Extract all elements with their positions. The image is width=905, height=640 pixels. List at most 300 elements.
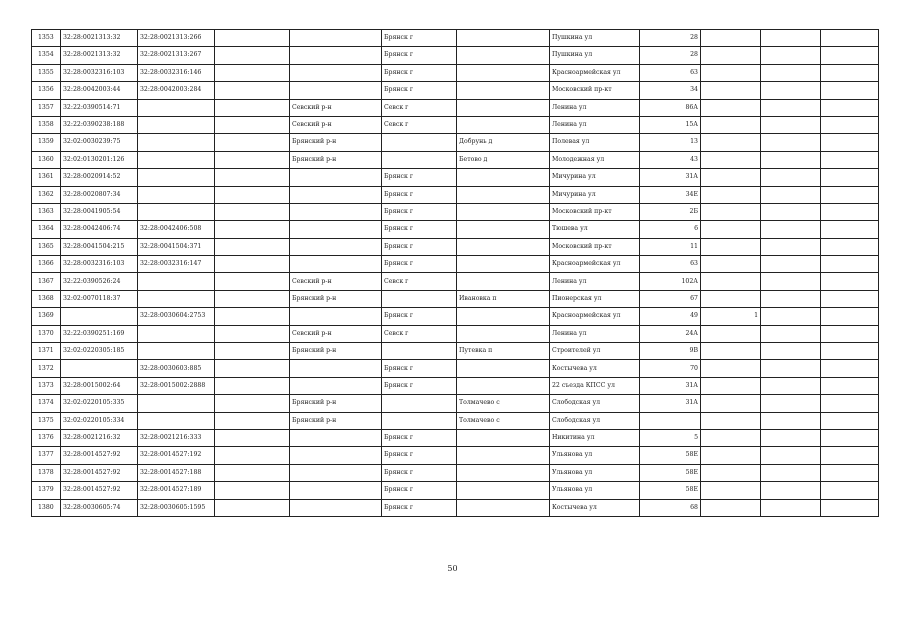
cell-house-number: 24А bbox=[640, 325, 701, 342]
cell-extra-2 bbox=[821, 186, 879, 203]
cell-house-number: 31А bbox=[640, 395, 701, 412]
cell-city bbox=[382, 290, 457, 307]
cell-building bbox=[701, 360, 761, 377]
cell-street: Слободская ул bbox=[550, 412, 640, 429]
cell-settlement bbox=[457, 273, 550, 290]
cell-row-number: 1376 bbox=[32, 429, 61, 446]
cell-row-number: 1370 bbox=[32, 325, 61, 342]
table-row bbox=[32, 30, 879, 47]
cell-building-cadastral-number bbox=[138, 290, 215, 307]
cell-row-number: 1361 bbox=[32, 169, 61, 186]
cell-city: Брянск г bbox=[382, 377, 457, 394]
cell-empty-col bbox=[215, 151, 290, 168]
cell-empty-col bbox=[215, 325, 290, 342]
cell-settlement bbox=[457, 429, 550, 446]
cell-house-number: 11 bbox=[640, 238, 701, 255]
cell-cadastral-number: 32:02:0220105:334 bbox=[61, 412, 138, 429]
cell-district bbox=[290, 499, 382, 516]
cell-row-number: 1354 bbox=[32, 47, 61, 64]
cell-street: Строителей ул bbox=[550, 343, 640, 360]
cell-city bbox=[382, 412, 457, 429]
cell-street: Молодежная ул bbox=[550, 151, 640, 168]
cell-building bbox=[701, 134, 761, 151]
cell-settlement bbox=[457, 482, 550, 499]
cell-cadastral-number: 32:02:0220105:335 bbox=[61, 395, 138, 412]
cell-building bbox=[701, 290, 761, 307]
cell-house-number: 68 bbox=[640, 499, 701, 516]
cell-city: Брянск г bbox=[382, 429, 457, 446]
cell-building-cadastral-number: 32:28:0014527:189 bbox=[138, 482, 215, 499]
cell-city: Брянск г bbox=[382, 256, 457, 273]
cell-extra-2 bbox=[821, 464, 879, 481]
cell-cadastral-number: 32:28:0021216:32 bbox=[61, 429, 138, 446]
cell-cadastral-number: 32:28:0021313:32 bbox=[61, 30, 138, 47]
cell-extra-2 bbox=[821, 325, 879, 342]
cell-district: Брянский р-н bbox=[290, 134, 382, 151]
cell-extra-1 bbox=[761, 308, 821, 325]
table-row bbox=[32, 377, 879, 394]
cell-extra-1 bbox=[761, 221, 821, 238]
cell-extra-1 bbox=[761, 203, 821, 220]
cell-street: Никитина ул bbox=[550, 429, 640, 446]
cell-cadastral-number: 32:02:0030239:75 bbox=[61, 134, 138, 151]
cell-city: Брянск г bbox=[382, 82, 457, 99]
cell-city: Брянск г bbox=[382, 169, 457, 186]
cell-extra-2 bbox=[821, 447, 879, 464]
cell-extra-2 bbox=[821, 116, 879, 133]
cell-building-cadastral-number: 32:28:0021313:266 bbox=[138, 30, 215, 47]
cell-settlement bbox=[457, 308, 550, 325]
cell-house-number: 34Е bbox=[640, 186, 701, 203]
cell-extra-1 bbox=[761, 169, 821, 186]
cell-building bbox=[701, 395, 761, 412]
cell-row-number: 1358 bbox=[32, 116, 61, 133]
cell-building-cadastral-number bbox=[138, 151, 215, 168]
cell-extra-2 bbox=[821, 47, 879, 64]
cell-district: Севский р-н bbox=[290, 325, 382, 342]
cell-extra-2 bbox=[821, 64, 879, 81]
cell-extra-1 bbox=[761, 99, 821, 116]
cell-extra-1 bbox=[761, 343, 821, 360]
cell-cadastral-number: 32:28:0032316:103 bbox=[61, 256, 138, 273]
table-row bbox=[32, 134, 879, 151]
cell-row-number: 1362 bbox=[32, 186, 61, 203]
table-row bbox=[32, 290, 879, 307]
cell-extra-1 bbox=[761, 186, 821, 203]
cell-extra-2 bbox=[821, 429, 879, 446]
cell-extra-2 bbox=[821, 308, 879, 325]
cell-building-cadastral-number: 32:28:0014527:192 bbox=[138, 447, 215, 464]
cell-building-cadastral-number bbox=[138, 203, 215, 220]
cell-house-number: 34 bbox=[640, 82, 701, 99]
cell-house-number: 5 bbox=[640, 429, 701, 446]
cell-street: Полевая ул bbox=[550, 134, 640, 151]
table-body bbox=[32, 30, 879, 517]
cell-row-number: 1372 bbox=[32, 360, 61, 377]
cell-row-number: 1363 bbox=[32, 203, 61, 220]
cell-street: Пионерская ул bbox=[550, 290, 640, 307]
table-row bbox=[32, 99, 879, 116]
cell-settlement: Толмачево с bbox=[457, 412, 550, 429]
cell-row-number: 1374 bbox=[32, 395, 61, 412]
cell-settlement bbox=[457, 30, 550, 47]
cell-house-number bbox=[640, 412, 701, 429]
cell-settlement bbox=[457, 116, 550, 133]
cell-house-number: 86А bbox=[640, 99, 701, 116]
cell-settlement bbox=[457, 360, 550, 377]
cell-extra-1 bbox=[761, 151, 821, 168]
cell-city: Брянск г bbox=[382, 482, 457, 499]
cell-house-number: 58Е bbox=[640, 482, 701, 499]
cell-cadastral-number: 32:28:0014527:92 bbox=[61, 447, 138, 464]
cell-empty-col bbox=[215, 256, 290, 273]
cell-building-cadastral-number: 32:28:0015002:2888 bbox=[138, 377, 215, 394]
cell-empty-col bbox=[215, 169, 290, 186]
cell-building bbox=[701, 82, 761, 99]
cell-street: Ульянова ул bbox=[550, 464, 640, 481]
cell-building-cadastral-number bbox=[138, 186, 215, 203]
cell-settlement bbox=[457, 203, 550, 220]
page-number: 50 bbox=[447, 564, 458, 573]
cell-building bbox=[701, 47, 761, 64]
cell-street: Ленина ул bbox=[550, 99, 640, 116]
cell-row-number: 1355 bbox=[32, 64, 61, 81]
table-row bbox=[32, 412, 879, 429]
cell-building-cadastral-number: 32:28:0021313:267 bbox=[138, 47, 215, 64]
cell-row-number: 1367 bbox=[32, 273, 61, 290]
cell-cadastral-number: 32:02:0130201:126 bbox=[61, 151, 138, 168]
cell-street: Красноармейская ул bbox=[550, 308, 640, 325]
cell-extra-1 bbox=[761, 273, 821, 290]
cell-house-number: 67 bbox=[640, 290, 701, 307]
cell-building bbox=[701, 116, 761, 133]
cell-empty-col bbox=[215, 429, 290, 446]
cell-building-cadastral-number: 32:28:0041504:371 bbox=[138, 238, 215, 255]
cell-district bbox=[290, 238, 382, 255]
cell-empty-col bbox=[215, 447, 290, 464]
cell-building bbox=[701, 238, 761, 255]
cell-extra-2 bbox=[821, 30, 879, 47]
cell-settlement bbox=[457, 186, 550, 203]
cell-building-cadastral-number bbox=[138, 99, 215, 116]
cell-empty-col bbox=[215, 82, 290, 99]
cell-settlement bbox=[457, 377, 550, 394]
cell-extra-1 bbox=[761, 82, 821, 99]
cell-building-cadastral-number: 32:28:0030603:885 bbox=[138, 360, 215, 377]
table-row bbox=[32, 151, 879, 168]
cell-street: Красноармейская ул bbox=[550, 256, 640, 273]
cell-city: Севск г bbox=[382, 99, 457, 116]
cell-building bbox=[701, 186, 761, 203]
cell-building bbox=[701, 377, 761, 394]
cell-cadastral-number bbox=[61, 360, 138, 377]
cell-cadastral-number: 32:22:0390514:71 bbox=[61, 99, 138, 116]
cell-row-number: 1366 bbox=[32, 256, 61, 273]
cell-district bbox=[290, 360, 382, 377]
cell-empty-col bbox=[215, 47, 290, 64]
cell-building-cadastral-number bbox=[138, 169, 215, 186]
cell-building-cadastral-number: 32:28:0014527:188 bbox=[138, 464, 215, 481]
table-row bbox=[32, 482, 879, 499]
cell-city bbox=[382, 395, 457, 412]
cell-empty-col bbox=[215, 412, 290, 429]
table-row bbox=[32, 343, 879, 360]
cell-extra-2 bbox=[821, 343, 879, 360]
cell-empty-col bbox=[215, 360, 290, 377]
cell-building bbox=[701, 482, 761, 499]
cell-building-cadastral-number bbox=[138, 325, 215, 342]
cell-building bbox=[701, 99, 761, 116]
cell-settlement bbox=[457, 64, 550, 81]
cell-extra-1 bbox=[761, 464, 821, 481]
cell-city: Севск г bbox=[382, 325, 457, 342]
cell-building bbox=[701, 30, 761, 47]
cell-empty-col bbox=[215, 99, 290, 116]
cell-city bbox=[382, 134, 457, 151]
cell-district bbox=[290, 221, 382, 238]
cell-street: Тюшева ул bbox=[550, 221, 640, 238]
cell-empty-col bbox=[215, 221, 290, 238]
cell-empty-col bbox=[215, 395, 290, 412]
cell-cadastral-number: 32:02:0070118:37 bbox=[61, 290, 138, 307]
cell-district bbox=[290, 47, 382, 64]
cell-district bbox=[290, 169, 382, 186]
table-row bbox=[32, 116, 879, 133]
cell-building bbox=[701, 412, 761, 429]
cell-city: Брянск г bbox=[382, 499, 457, 516]
cell-street: Мичурина ул bbox=[550, 186, 640, 203]
cell-house-number: 6 bbox=[640, 221, 701, 238]
cell-city: Брянск г bbox=[382, 203, 457, 220]
cell-building-cadastral-number bbox=[138, 412, 215, 429]
cell-building: 1 bbox=[701, 308, 761, 325]
cell-district: Брянский р-н bbox=[290, 151, 382, 168]
cell-district bbox=[290, 186, 382, 203]
table-row bbox=[32, 256, 879, 273]
cell-house-number: 15А bbox=[640, 116, 701, 133]
cell-cadastral-number: 32:28:0032316:103 bbox=[61, 64, 138, 81]
table-row bbox=[32, 47, 879, 64]
cell-street: Ульянова ул bbox=[550, 447, 640, 464]
cell-city: Брянск г bbox=[382, 238, 457, 255]
cell-settlement bbox=[457, 82, 550, 99]
cell-building-cadastral-number bbox=[138, 343, 215, 360]
cell-empty-col bbox=[215, 30, 290, 47]
cell-row-number: 1377 bbox=[32, 447, 61, 464]
cell-building-cadastral-number: 32:28:0021216:333 bbox=[138, 429, 215, 446]
cell-cadastral-number: 32:28:0041905:54 bbox=[61, 203, 138, 220]
cell-city: Брянск г bbox=[382, 221, 457, 238]
cell-building-cadastral-number bbox=[138, 273, 215, 290]
cell-house-number: 28 bbox=[640, 30, 701, 47]
table-row bbox=[32, 169, 879, 186]
cell-extra-2 bbox=[821, 82, 879, 99]
cell-district bbox=[290, 308, 382, 325]
cell-building-cadastral-number: 32:28:0042406:508 bbox=[138, 221, 215, 238]
cell-extra-2 bbox=[821, 203, 879, 220]
cell-building bbox=[701, 464, 761, 481]
table-row bbox=[32, 325, 879, 342]
cell-cadastral-number: 32:28:0015002:64 bbox=[61, 377, 138, 394]
cell-extra-1 bbox=[761, 499, 821, 516]
cell-house-number: 31А bbox=[640, 169, 701, 186]
cell-building bbox=[701, 273, 761, 290]
cell-extra-2 bbox=[821, 169, 879, 186]
cell-city: Брянск г bbox=[382, 308, 457, 325]
cell-district: Севский р-н bbox=[290, 273, 382, 290]
cell-street: Пушкина ул bbox=[550, 30, 640, 47]
cell-district: Брянский р-н bbox=[290, 395, 382, 412]
cell-extra-2 bbox=[821, 99, 879, 116]
cell-extra-1 bbox=[761, 290, 821, 307]
cell-extra-2 bbox=[821, 256, 879, 273]
cell-cadastral-number bbox=[61, 308, 138, 325]
cell-extra-1 bbox=[761, 395, 821, 412]
cell-cadastral-number: 32:28:0020914:52 bbox=[61, 169, 138, 186]
cell-extra-1 bbox=[761, 116, 821, 133]
cell-cadastral-number: 32:28:0021313:32 bbox=[61, 47, 138, 64]
cell-district: Брянский р-н bbox=[290, 412, 382, 429]
cell-district bbox=[290, 64, 382, 81]
cell-settlement: Ивановка п bbox=[457, 290, 550, 307]
cell-building bbox=[701, 256, 761, 273]
cell-building-cadastral-number: 32:28:0032316:147 bbox=[138, 256, 215, 273]
cell-extra-1 bbox=[761, 360, 821, 377]
cell-building-cadastral-number: 32:28:0030604:2753 bbox=[138, 308, 215, 325]
cell-extra-2 bbox=[821, 221, 879, 238]
cell-district bbox=[290, 429, 382, 446]
cell-street: Слободская ул bbox=[550, 395, 640, 412]
cell-city: Брянск г bbox=[382, 360, 457, 377]
cell-row-number: 1380 bbox=[32, 499, 61, 516]
cell-empty-col bbox=[215, 482, 290, 499]
cell-building bbox=[701, 499, 761, 516]
cell-building-cadastral-number bbox=[138, 395, 215, 412]
cell-extra-1 bbox=[761, 64, 821, 81]
cell-settlement bbox=[457, 464, 550, 481]
cell-district bbox=[290, 377, 382, 394]
cell-extra-2 bbox=[821, 273, 879, 290]
cell-settlement bbox=[457, 499, 550, 516]
cell-city bbox=[382, 151, 457, 168]
cell-settlement bbox=[457, 169, 550, 186]
cell-building bbox=[701, 169, 761, 186]
cell-district: Брянский р-н bbox=[290, 343, 382, 360]
cell-extra-1 bbox=[761, 447, 821, 464]
cell-extra-2 bbox=[821, 238, 879, 255]
cell-cadastral-number: 32:28:0041504:215 bbox=[61, 238, 138, 255]
cell-city: Брянск г bbox=[382, 47, 457, 64]
cell-row-number: 1353 bbox=[32, 30, 61, 47]
cell-empty-col bbox=[215, 238, 290, 255]
cell-building bbox=[701, 325, 761, 342]
cell-district bbox=[290, 482, 382, 499]
cell-street: Ульянова ул bbox=[550, 482, 640, 499]
cell-building bbox=[701, 343, 761, 360]
cell-cadastral-number: 32:28:0020807:34 bbox=[61, 186, 138, 203]
cell-cadastral-number: 32:28:0042003:44 bbox=[61, 82, 138, 99]
cell-district bbox=[290, 30, 382, 47]
cell-building bbox=[701, 203, 761, 220]
cell-building bbox=[701, 429, 761, 446]
cell-extra-1 bbox=[761, 134, 821, 151]
cell-cadastral-number: 32:28:0014527:92 bbox=[61, 482, 138, 499]
cell-house-number: 49 bbox=[640, 308, 701, 325]
cell-settlement bbox=[457, 256, 550, 273]
cell-district: Брянский р-н bbox=[290, 290, 382, 307]
cell-settlement: Бетово д bbox=[457, 151, 550, 168]
cell-extra-2 bbox=[821, 482, 879, 499]
cell-house-number: 58Е bbox=[640, 447, 701, 464]
table-row bbox=[32, 308, 879, 325]
cell-empty-col bbox=[215, 64, 290, 81]
cell-extra-1 bbox=[761, 412, 821, 429]
cell-extra-2 bbox=[821, 499, 879, 516]
cell-settlement bbox=[457, 447, 550, 464]
cell-house-number: 58Е bbox=[640, 464, 701, 481]
cell-street: Московский пр-кт bbox=[550, 82, 640, 99]
cell-district bbox=[290, 464, 382, 481]
cell-city: Брянск г bbox=[382, 447, 457, 464]
table-row bbox=[32, 203, 879, 220]
cell-extra-1 bbox=[761, 377, 821, 394]
cell-extra-1 bbox=[761, 325, 821, 342]
cell-row-number: 1364 bbox=[32, 221, 61, 238]
cell-building-cadastral-number bbox=[138, 134, 215, 151]
cell-cadastral-number: 32:28:0030605:74 bbox=[61, 499, 138, 516]
cell-extra-1 bbox=[761, 47, 821, 64]
cell-street: 22 съезда КПСС ул bbox=[550, 377, 640, 394]
table-row bbox=[32, 429, 879, 446]
cell-house-number: 28 bbox=[640, 47, 701, 64]
cell-cadastral-number: 32:22:0390251:169 bbox=[61, 325, 138, 342]
cell-building bbox=[701, 221, 761, 238]
cell-settlement bbox=[457, 325, 550, 342]
registry-table bbox=[31, 29, 879, 517]
cell-cadastral-number: 32:28:0042406:74 bbox=[61, 221, 138, 238]
cell-empty-col bbox=[215, 308, 290, 325]
cell-row-number: 1373 bbox=[32, 377, 61, 394]
cell-empty-col bbox=[215, 343, 290, 360]
table-row bbox=[32, 360, 879, 377]
table-row bbox=[32, 82, 879, 99]
cell-district: Севский р-н bbox=[290, 116, 382, 133]
cell-extra-1 bbox=[761, 238, 821, 255]
cell-extra-1 bbox=[761, 30, 821, 47]
table-row bbox=[32, 186, 879, 203]
cell-settlement: Путевка п bbox=[457, 343, 550, 360]
cell-street: Красноармейская ул bbox=[550, 64, 640, 81]
table-row bbox=[32, 238, 879, 255]
cell-house-number: 13 bbox=[640, 134, 701, 151]
cell-house-number: 63 bbox=[640, 64, 701, 81]
cell-street: Ленина ул bbox=[550, 116, 640, 133]
cell-district bbox=[290, 203, 382, 220]
cell-settlement: Толмачево с bbox=[457, 395, 550, 412]
cell-row-number: 1371 bbox=[32, 343, 61, 360]
cell-house-number: 2Б bbox=[640, 203, 701, 220]
cell-empty-col bbox=[215, 499, 290, 516]
cell-extra-2 bbox=[821, 412, 879, 429]
cell-row-number: 1356 bbox=[32, 82, 61, 99]
table-row bbox=[32, 64, 879, 81]
table-row bbox=[32, 395, 879, 412]
cell-house-number: 63 bbox=[640, 256, 701, 273]
cell-row-number: 1369 bbox=[32, 308, 61, 325]
cell-empty-col bbox=[215, 464, 290, 481]
cell-empty-col bbox=[215, 273, 290, 290]
cell-building bbox=[701, 64, 761, 81]
